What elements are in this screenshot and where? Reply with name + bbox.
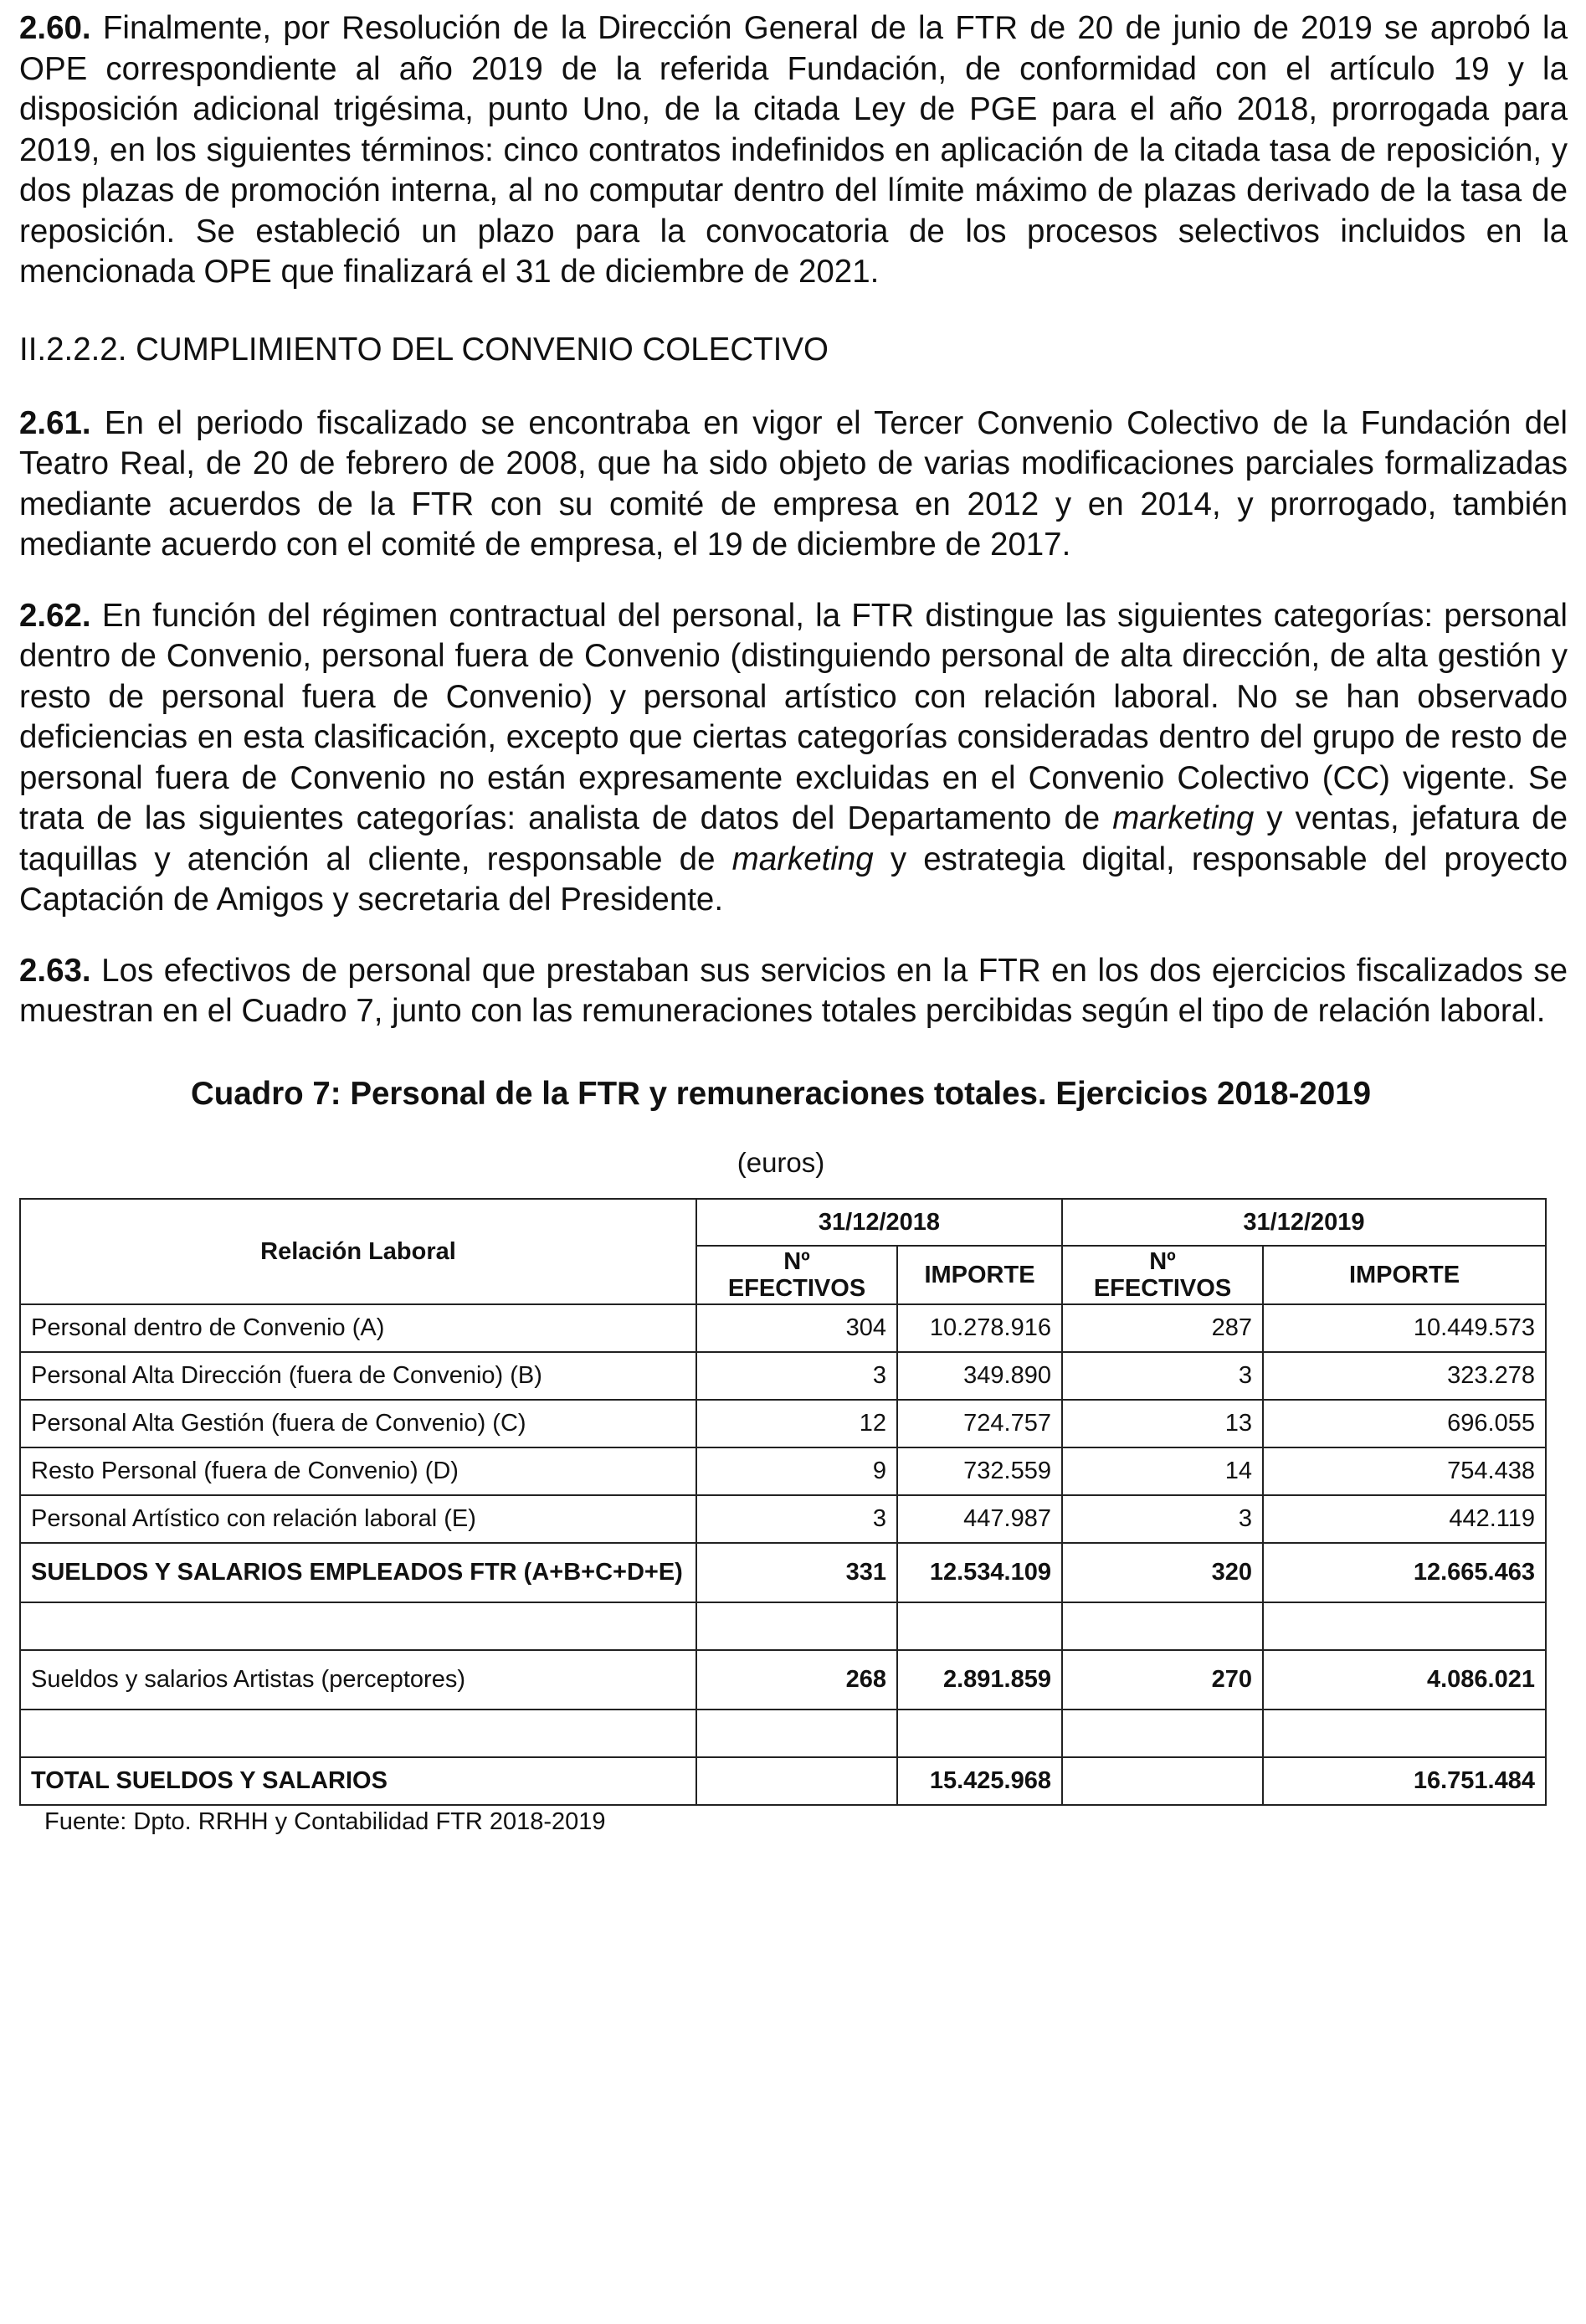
cell-importe-2019: 754.438 — [1263, 1447, 1546, 1495]
cell-importe-2018: 724.757 — [897, 1400, 1062, 1447]
cell-importe-2019: 12.665.463 — [1263, 1543, 1546, 1602]
header-efectivos-2018 — [696, 1246, 897, 1304]
row-label: Sueldos y salarios Artistas (perceptores) — [20, 1650, 696, 1710]
header-year-2019: 31/12/2019 — [1062, 1199, 1546, 1246]
row-label: Resto Personal (fuera de Convenio) (D) — [20, 1447, 696, 1495]
table-row-empty — [20, 1602, 1546, 1650]
section-heading: II.2.2.2. CUMPLIMIENTO DEL CONVENIO COLECTIVO — [19, 331, 829, 368]
cell-importe-2018: 15.425.968 — [897, 1757, 1062, 1805]
table-row — [20, 1352, 1546, 1400]
row-label: Personal Alta Gestión (fuera de Convenio) (C) — [20, 1400, 696, 1447]
header-efectivos-line2: EFECTIVOS — [727, 1274, 866, 1302]
table-row-total — [20, 1757, 1546, 1805]
document-page — [19, 8, 1568, 1836]
cell-efectivos-2019: 320 — [1062, 1543, 1263, 1602]
cell-efectivos-2018: 304 — [696, 1304, 897, 1352]
cell-importe-2019: 442.119 — [1263, 1495, 1546, 1543]
paragraph-2-60 — [19, 8, 1568, 293]
table-row — [20, 1495, 1546, 1543]
paragraph-text: Los efectivos de personal que prestaban sus servicios en la FTR en los dos ejercicios fiscalizados se muestran en el Cuadro 7, junto con las remuneraciones totales percibidas según el tipo de relación laboral. — [19, 952, 1568, 1029]
cell-efectivos-2018 — [696, 1757, 897, 1805]
header-efectivos-line2: EFECTIVOS — [1093, 1274, 1232, 1302]
cell-efectivos-2019: 3 — [1062, 1495, 1263, 1543]
paragraph-text: En el periodo fiscalizado se encontraba en vigor el Tercer Convenio Colectivo de la Fundación del Teatro Real, de 20 de febrero de 2008, que ha sido objeto de varias modificaciones parciales formalizadas mediante acuerdos de la FTR con su comité de empresa en 2012 y en 2014, y prorrogado, también mediante acuerdo con el comité de empresa, el 19 de diciembre de 2017. — [19, 404, 1568, 563]
table-caption: Cuadro 7: Personal de la FTR y remuneraciones totales. Ejercicios 2018-2019 — [190, 1075, 1372, 1112]
cell-efectivos-2018: 12 — [696, 1400, 897, 1447]
header-importe-2018: IMPORTE — [897, 1246, 1062, 1304]
header-efectivos-line1: Nº — [1149, 1247, 1176, 1275]
row-label: Personal Artístico con relación laboral (E) — [20, 1495, 696, 1543]
table-source: Fuente: Dpto. RRHH y Contabilidad FTR 2018-2019 — [44, 1807, 606, 1835]
paragraph-2-61 — [19, 404, 1568, 566]
cell-importe-2019: 323.278 — [1263, 1352, 1546, 1400]
cell-efectivos-2018: 3 — [696, 1352, 897, 1400]
table-row — [20, 1304, 1546, 1352]
paragraph-text: y ventas, jefatura de taquillas y atención al cliente, responsable de — [19, 800, 1568, 877]
header-relacion-laboral: Relación Laboral — [20, 1199, 696, 1304]
row-label: Personal dentro de Convenio (A) — [20, 1304, 696, 1352]
header-importe-2019: IMPORTE — [1263, 1246, 1546, 1304]
cell-efectivos-2019 — [1062, 1757, 1263, 1805]
header-year-2018: 31/12/2018 — [696, 1199, 1062, 1246]
cell-importe-2018: 10.278.916 — [897, 1304, 1062, 1352]
table-row — [20, 1447, 1546, 1495]
personnel-table — [19, 1198, 1547, 1806]
paragraph-number: 2.60. — [19, 10, 91, 46]
cell-efectivos-2019: 14 — [1062, 1447, 1263, 1495]
paragraph-number: 2.63. — [19, 952, 91, 989]
cell-efectivos-2019: 3 — [1062, 1352, 1263, 1400]
cell-importe-2018: 349.890 — [897, 1352, 1062, 1400]
paragraph-2-63 — [19, 951, 1568, 1032]
table-row — [20, 1650, 1546, 1710]
paragraph-text: y estrategia digital, responsable del proyecto Captación de Amigos y secretaria del Presidente. — [19, 841, 1568, 918]
row-label: SUELDOS Y SALARIOS EMPLEADOS FTR (A+B+C+D+E) — [20, 1543, 696, 1602]
cell-efectivos-2018: 9 — [696, 1447, 897, 1495]
table-units: (euros) — [737, 1146, 825, 1178]
cell-efectivos-2018: 3 — [696, 1495, 897, 1543]
table-row-subtotal — [20, 1543, 1546, 1602]
cell-importe-2018: 12.534.109 — [897, 1543, 1062, 1602]
paragraph-emphasis: marketing — [1112, 800, 1255, 836]
paragraph-2-62 — [19, 596, 1568, 921]
header-efectivos-2019 — [1062, 1246, 1263, 1304]
header-efectivos-line1: Nº — [783, 1247, 810, 1275]
paragraph-emphasis: marketing — [731, 841, 874, 877]
row-label: Personal Alta Dirección (fuera de Convenio) (B) — [20, 1352, 696, 1400]
table-row-empty — [20, 1710, 1546, 1757]
cell-efectivos-2019: 13 — [1062, 1400, 1263, 1447]
cell-importe-2019: 4.086.021 — [1263, 1650, 1546, 1710]
cell-importe-2019: 696.055 — [1263, 1400, 1546, 1447]
paragraph-number: 2.61. — [19, 404, 91, 441]
table-row — [20, 1400, 1546, 1447]
cell-importe-2018: 732.559 — [897, 1447, 1062, 1495]
cell-efectivos-2019: 270 — [1062, 1650, 1263, 1710]
cell-efectivos-2019: 287 — [1062, 1304, 1263, 1352]
paragraph-text: En función del régimen contractual del personal, la FTR distingue las siguientes categorías: personal dentro de Convenio, personal fuera de Convenio (distinguiendo personal de alta dirección, de alta gestión y resto de personal fuera de Convenio) y personal artístico con relación laboral. No se han observado deficiencias en esta clasificación, excepto que ciertas categorías consideradas dentro del grupo de resto de personal fuera de Convenio no están expresamente excluidas en el Convenio Colectivo (CC) vigente. Se trata de las siguientes categorías: analista de datos del Departamento de — [19, 597, 1568, 836]
paragraph-number: 2.62. — [19, 597, 91, 634]
paragraph-text: Finalmente, por Resolución de la Dirección General de la FTR de 20 de junio de 2019 se aprobó la OPE correspondiente al año 2019 de la referida Fundación, de conformidad con el artículo 19 y la disposición adicional trigésima, punto Uno, de la citada Ley de PGE para el año 2018, prorrogada para 2019, en los siguientes términos: cinco contratos indefinidos en aplicación de la citada tasa de reposición, y dos plazas de promoción interna, al no computar dentro del límite máximo de plazas derivado de la tasa de reposición. Se estableció un plazo para la convocatoria de los procesos selectivos incluidos en la mencionada OPE que finalizará el 31 de diciembre de 2021. — [19, 10, 1568, 290]
row-label: TOTAL SUELDOS Y SALARIOS — [20, 1757, 696, 1805]
cell-importe-2018: 2.891.859 — [897, 1650, 1062, 1710]
cell-importe-2019: 10.449.573 — [1263, 1304, 1546, 1352]
cell-efectivos-2018: 268 — [696, 1650, 897, 1710]
cell-efectivos-2018: 331 — [696, 1543, 897, 1602]
cell-importe-2019: 16.751.484 — [1263, 1757, 1546, 1805]
cell-importe-2018: 447.987 — [897, 1495, 1062, 1543]
